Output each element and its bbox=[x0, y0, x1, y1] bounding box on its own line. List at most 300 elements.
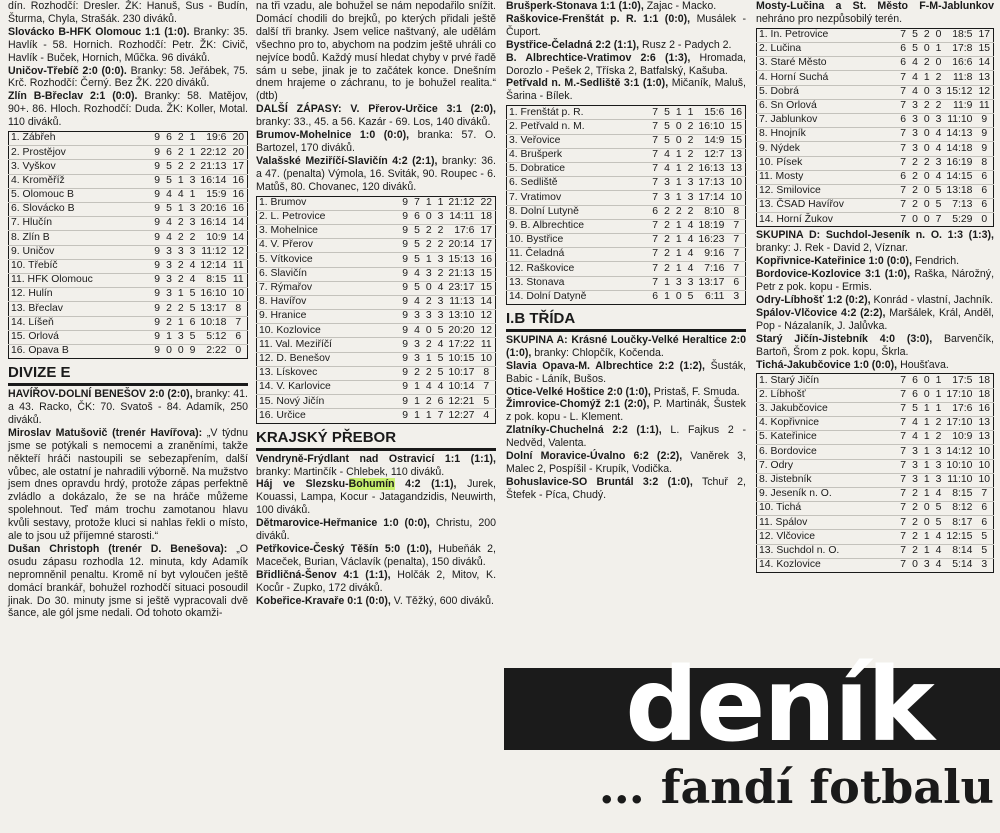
table-row bbox=[9, 188, 248, 202]
stat-cell: 7 bbox=[649, 248, 661, 262]
score-cell: 15:13 bbox=[446, 253, 477, 267]
team-name: 4. Kroměříž bbox=[9, 174, 152, 188]
table-row bbox=[757, 113, 994, 127]
stat-cell: 4 bbox=[909, 57, 921, 71]
team-name: 3. Jakubčovice bbox=[757, 402, 898, 416]
stat-cell: 22 bbox=[477, 196, 495, 210]
stat-cell: 4 bbox=[187, 259, 199, 273]
stat-cell: 7 bbox=[229, 316, 247, 330]
stat-cell: 7 bbox=[897, 99, 909, 113]
team-name: 10. Písek bbox=[757, 156, 898, 170]
stat-cell: 7 bbox=[897, 156, 909, 170]
team-name: 6. Sedliště bbox=[507, 177, 650, 191]
stat-cell: 4 bbox=[933, 142, 945, 156]
table-row bbox=[9, 259, 248, 273]
stat-cell: 2 bbox=[423, 295, 435, 309]
stat-cell: 0 bbox=[933, 28, 945, 42]
league-table-group-c bbox=[756, 28, 994, 228]
table-row bbox=[757, 85, 994, 99]
stat-cell: 7 bbox=[897, 142, 909, 156]
stat-cell: 4 bbox=[933, 170, 945, 184]
stat-cell: 4 bbox=[685, 233, 697, 247]
stat-cell: 9 bbox=[151, 302, 163, 316]
stat-cell: 1 bbox=[187, 146, 199, 160]
stat-cell: 2 bbox=[909, 544, 921, 558]
match-result: Uničov-Třebíč 2:0 (0:0). bbox=[8, 64, 127, 77]
result-paragraph bbox=[256, 0, 496, 103]
match-result: Raškovice-Frenštát p. R. 1:1 (0:0), bbox=[506, 12, 691, 25]
stat-cell: 0 bbox=[921, 516, 933, 530]
stat-cell: 13 bbox=[727, 163, 745, 177]
table-row bbox=[507, 248, 746, 262]
match-details: Hromada, Dorozlo - Pešek 2, Tříska 2, Batfalský, Kašuba. bbox=[506, 51, 746, 77]
stat-cell: 0 bbox=[423, 281, 435, 295]
stat-cell: 4 bbox=[685, 219, 697, 233]
stat-cell: 16 bbox=[229, 188, 247, 202]
team-name: 7. Odry bbox=[757, 459, 898, 473]
result-paragraph bbox=[8, 90, 248, 129]
text-block-top bbox=[756, 0, 994, 26]
result-paragraph bbox=[506, 0, 746, 13]
stat-cell: 17 bbox=[975, 28, 993, 42]
stat-cell: 9 bbox=[187, 344, 199, 358]
stat-cell: 1 bbox=[921, 402, 933, 416]
team-name: 16. Opava B bbox=[9, 344, 152, 358]
stat-cell: 2 bbox=[909, 156, 921, 170]
stat-cell: 18 bbox=[975, 374, 993, 388]
team-name: 1. Zábřeh bbox=[9, 132, 152, 146]
score-cell: 18:5 bbox=[944, 28, 975, 42]
stat-cell: 9 bbox=[399, 409, 411, 423]
stat-cell: 7 bbox=[649, 262, 661, 276]
stat-cell: 3 bbox=[187, 245, 199, 259]
table-row bbox=[257, 281, 496, 295]
stat-cell: 9 bbox=[151, 288, 163, 302]
stat-cell: 3 bbox=[933, 459, 945, 473]
stat-cell: 3 bbox=[909, 473, 921, 487]
stat-cell: 9 bbox=[399, 338, 411, 352]
stat-cell: 1 bbox=[933, 43, 945, 57]
table-row bbox=[507, 134, 746, 148]
stat-cell: 5 bbox=[411, 281, 423, 295]
stat-cell: 6 bbox=[909, 374, 921, 388]
stat-cell: 7 bbox=[649, 191, 661, 205]
stat-cell: 6 bbox=[229, 330, 247, 344]
stat-cell: 10 bbox=[975, 473, 993, 487]
team-name: 4. V. Přerov bbox=[257, 239, 400, 253]
team-name: 13. Břeclav bbox=[9, 302, 152, 316]
stat-cell: 3 bbox=[423, 267, 435, 281]
score-cell: 16:19 bbox=[944, 156, 975, 170]
stat-cell: 9 bbox=[151, 188, 163, 202]
stat-cell: 2 bbox=[423, 366, 435, 380]
stat-cell: 9 bbox=[151, 231, 163, 245]
stat-cell: 10 bbox=[477, 352, 495, 366]
team-name: 15. Orlová bbox=[9, 330, 152, 344]
stat-cell: 2 bbox=[175, 217, 187, 231]
result-paragraph bbox=[756, 268, 994, 294]
stat-cell: 4 bbox=[411, 267, 423, 281]
table-row bbox=[507, 163, 746, 177]
match-result: SKUPINA A: Krásné Loučky-Velké Heraltice 2:0 (1:0), bbox=[506, 333, 746, 359]
stat-cell: 2 bbox=[909, 502, 921, 516]
team-name: 12. D. Benešov bbox=[257, 352, 400, 366]
table-row bbox=[757, 431, 994, 445]
stat-cell: 3 bbox=[933, 156, 945, 170]
stat-cell: 1 bbox=[175, 288, 187, 302]
stat-cell: 1 bbox=[411, 395, 423, 409]
stat-cell: 2 bbox=[661, 205, 673, 219]
stat-cell: 2 bbox=[909, 530, 921, 544]
stat-cell: 1 bbox=[921, 431, 933, 445]
stat-cell: 1 bbox=[921, 487, 933, 501]
stat-cell: 7 bbox=[411, 196, 423, 210]
match-details: Maršálek, Král, Anděl, Pop - Názalaník, J. Jalůvka. bbox=[756, 306, 995, 332]
stat-cell: 7 bbox=[897, 199, 909, 213]
table-row bbox=[257, 395, 496, 409]
score-cell: 7:13 bbox=[944, 199, 975, 213]
score-cell: 10:9 bbox=[944, 431, 975, 445]
stat-cell: 5 bbox=[909, 402, 921, 416]
team-name: 11. Spálov bbox=[757, 516, 898, 530]
table-row bbox=[257, 210, 496, 224]
score-cell: 11:10 bbox=[944, 473, 975, 487]
match-result: DALŠÍ ZÁPASY: V. Přerov-Určice 3:1 (2:0), bbox=[256, 103, 496, 116]
stat-cell: 3 bbox=[411, 310, 423, 324]
result-paragraph bbox=[256, 453, 496, 479]
stat-cell: 3 bbox=[187, 203, 199, 217]
score-cell: 12:14 bbox=[198, 259, 229, 273]
league-table-group-d bbox=[756, 373, 994, 573]
team-name: 11. Val. Meziříčí bbox=[257, 338, 400, 352]
table-row bbox=[757, 473, 994, 487]
match-result: Zlatníky-Chuchelná 2:2 (1:1), bbox=[506, 424, 662, 437]
stat-cell: 5 bbox=[909, 28, 921, 42]
result-paragraph bbox=[506, 386, 746, 399]
score-cell: 20:20 bbox=[446, 324, 477, 338]
match-details: Houšťava. bbox=[897, 358, 949, 371]
stat-cell: 2 bbox=[685, 163, 697, 177]
stat-cell: 18 bbox=[975, 388, 993, 402]
score-cell: 8:15 bbox=[944, 487, 975, 501]
stat-cell: 13 bbox=[975, 416, 993, 430]
table-row bbox=[257, 409, 496, 423]
score-cell: 2:22 bbox=[198, 344, 229, 358]
stat-cell: 4 bbox=[187, 273, 199, 287]
score-cell: 17:6 bbox=[944, 402, 975, 416]
match-details: branky: Martinčík - Chlebek, 110 diváků. bbox=[256, 465, 445, 478]
table-row bbox=[9, 160, 248, 174]
stat-cell: 3 bbox=[661, 191, 673, 205]
table-row bbox=[257, 224, 496, 238]
stat-cell: 1 bbox=[661, 290, 673, 304]
stat-cell: 0 bbox=[921, 128, 933, 142]
stat-cell: 13 bbox=[727, 148, 745, 162]
match-details: Fendrich. bbox=[912, 255, 960, 268]
stat-cell: 2 bbox=[933, 416, 945, 430]
match-details: Christu, 200 diváků. bbox=[256, 517, 496, 543]
stat-cell: 3 bbox=[187, 217, 199, 231]
stat-cell: 0 bbox=[909, 558, 921, 572]
stat-cell: 0 bbox=[909, 213, 921, 227]
stat-cell: 7 bbox=[897, 416, 909, 430]
stat-cell: 3 bbox=[685, 276, 697, 290]
stat-cell: 5 bbox=[411, 224, 423, 238]
table-row bbox=[9, 316, 248, 330]
score-cell: 5:29 bbox=[944, 213, 975, 227]
result-paragraph bbox=[256, 569, 496, 595]
team-name: 6. Sn Orlová bbox=[757, 99, 898, 113]
team-name: 12. Smilovice bbox=[757, 184, 898, 198]
team-name: 7. Hlučín bbox=[9, 217, 152, 231]
match-details: Mičaník, Maluš, Šarina - Bílek. bbox=[506, 77, 746, 103]
score-cell: 16:14 bbox=[198, 174, 229, 188]
stat-cell: 9 bbox=[975, 128, 993, 142]
stat-cell: 7 bbox=[897, 544, 909, 558]
stat-cell: 5 bbox=[933, 184, 945, 198]
match-details: nehráno pro nezpůsobilý terén. bbox=[756, 12, 903, 25]
match-details: „V týdnu jsme se potýkali s nemocemi a zraněními, takže někteří hráči nastoupili se sebezapřením, další vůbec, ale ostatní je nahradili výborně. Na mužstvo jsem dnes opravdu hrdý, protože zápas perfektně zvládlo a dokázalo, že se na hráče můžeme spolehnout. Teď mám trochu zamotanou hlavu kvůli sestavy, protože kluci si nahlas řekli o místo, ale to jsou už příjemné starosti.“ bbox=[8, 426, 248, 543]
table-row bbox=[757, 445, 994, 459]
table-row bbox=[757, 530, 994, 544]
match-result: Miroslav Matušovič (trenér Havířova): bbox=[8, 426, 203, 439]
stat-cell: 6 bbox=[163, 132, 175, 146]
stat-cell: 7 bbox=[897, 473, 909, 487]
table-row bbox=[257, 352, 496, 366]
team-name: 2. Lučina bbox=[757, 43, 898, 57]
stat-cell: 11 bbox=[229, 259, 247, 273]
stat-cell: 7 bbox=[897, 530, 909, 544]
score-cell: 21:12 bbox=[446, 196, 477, 210]
stat-cell: 16 bbox=[727, 106, 745, 120]
stat-cell: 7 bbox=[897, 445, 909, 459]
team-name: 15. Nový Jičín bbox=[257, 395, 400, 409]
score-cell: 13:17 bbox=[696, 276, 727, 290]
stat-cell: 2 bbox=[661, 262, 673, 276]
stat-cell: 4 bbox=[175, 188, 187, 202]
table-row bbox=[757, 502, 994, 516]
team-name: 4. Kopřivnice bbox=[757, 416, 898, 430]
team-name: 7. Jablunkov bbox=[757, 113, 898, 127]
result-paragraph bbox=[256, 155, 496, 194]
stat-cell: 9 bbox=[399, 281, 411, 295]
stat-cell: 5 bbox=[975, 530, 993, 544]
score-cell: 8:17 bbox=[944, 516, 975, 530]
result-paragraph bbox=[756, 307, 994, 333]
stat-cell: 3 bbox=[435, 310, 447, 324]
stat-cell: 4 bbox=[435, 338, 447, 352]
stat-cell: 7 bbox=[477, 381, 495, 395]
score-cell: 16:10 bbox=[198, 288, 229, 302]
stat-cell: 7 bbox=[897, 558, 909, 572]
team-name: 11. Mosty bbox=[757, 170, 898, 184]
stat-cell: 7 bbox=[897, 28, 909, 42]
stat-cell: 1 bbox=[933, 374, 945, 388]
stat-cell: 4 bbox=[163, 188, 175, 202]
stat-cell: 3 bbox=[933, 473, 945, 487]
match-result: Slovácko B-HFK Olomouc 1:1 (1:0). bbox=[8, 25, 190, 38]
result-paragraph bbox=[256, 517, 496, 543]
match-details: Tchuř 2, Štefek - Píca, Chudý. bbox=[506, 475, 746, 501]
score-cell: 17:22 bbox=[446, 338, 477, 352]
section-heading-krajsky-prebor: KRAJSKÝ PŘEBOR bbox=[256, 429, 496, 451]
stat-cell: 7 bbox=[727, 233, 745, 247]
stat-cell: 3 bbox=[163, 273, 175, 287]
stat-cell: 12 bbox=[975, 85, 993, 99]
team-name: 6. Slovácko B bbox=[9, 203, 152, 217]
stat-cell: 2 bbox=[933, 431, 945, 445]
stat-cell: 5 bbox=[435, 324, 447, 338]
team-name: 3. Mohelnice bbox=[257, 224, 400, 238]
stat-cell: 7 bbox=[897, 431, 909, 445]
table-row bbox=[257, 310, 496, 324]
stat-cell: 5 bbox=[163, 174, 175, 188]
team-name: 8. Hnojník bbox=[757, 128, 898, 142]
stat-cell: 18 bbox=[477, 210, 495, 224]
score-cell: 5:14 bbox=[944, 558, 975, 572]
table-row bbox=[757, 416, 994, 430]
score-cell: 10:10 bbox=[944, 459, 975, 473]
stat-cell: 4 bbox=[909, 431, 921, 445]
stat-cell: 1 bbox=[423, 352, 435, 366]
stat-cell: 2 bbox=[175, 146, 187, 160]
team-name: 4. Brušperk bbox=[507, 148, 650, 162]
match-details: V. Těžký, 600 diváků. bbox=[390, 594, 494, 607]
score-cell: 16:23 bbox=[696, 233, 727, 247]
table-row bbox=[757, 374, 994, 388]
stat-cell: 15 bbox=[727, 120, 745, 134]
result-paragraph bbox=[8, 65, 248, 91]
match-details: Rusz 2 - Padych 2. bbox=[639, 38, 732, 51]
stat-cell: 7 bbox=[649, 219, 661, 233]
score-cell: 12:27 bbox=[446, 409, 477, 423]
result-paragraph bbox=[506, 334, 746, 360]
stat-cell: 10 bbox=[727, 191, 745, 205]
stat-cell: 4 bbox=[909, 416, 921, 430]
stat-cell: 16 bbox=[975, 402, 993, 416]
stat-cell: 2 bbox=[933, 71, 945, 85]
team-name: 9. B. Albrechtice bbox=[507, 219, 650, 233]
table-row bbox=[257, 196, 496, 210]
score-cell: 14:9 bbox=[696, 134, 727, 148]
score-cell: 7:16 bbox=[696, 262, 727, 276]
result-paragraph bbox=[8, 543, 248, 620]
team-name: 14. Kozlovice bbox=[757, 558, 898, 572]
match-details: Branky: 58. Matějov, 90+. 86. Hloch. Rozhodčí: Duda. ŽK: Koller, Motal. 110 diváků. bbox=[8, 90, 248, 129]
text-block-middle bbox=[756, 229, 994, 371]
stat-cell: 16 bbox=[229, 203, 247, 217]
result-paragraph bbox=[756, 0, 994, 26]
stat-cell: 1 bbox=[411, 381, 423, 395]
stat-cell: 9 bbox=[151, 217, 163, 231]
stat-cell: 6 bbox=[897, 113, 909, 127]
match-result: Dolní Moravice-Úvalno 6:2 (2:2), bbox=[506, 450, 683, 463]
stat-cell: 4 bbox=[933, 544, 945, 558]
stat-cell: 6 bbox=[975, 516, 993, 530]
score-cell: 15:6 bbox=[696, 106, 727, 120]
stat-cell: 6 bbox=[187, 316, 199, 330]
stat-cell: 2 bbox=[175, 273, 187, 287]
stat-cell: 0 bbox=[921, 374, 933, 388]
result-paragraph bbox=[8, 26, 248, 65]
team-name: 7. Vratimov bbox=[507, 191, 650, 205]
stat-cell: 6 bbox=[649, 290, 661, 304]
stat-cell: 9 bbox=[151, 146, 163, 160]
team-name: 12. Vlčovice bbox=[757, 530, 898, 544]
stat-cell: 7 bbox=[897, 128, 909, 142]
stat-cell: 4 bbox=[163, 231, 175, 245]
stat-cell: 5 bbox=[661, 120, 673, 134]
score-cell: 12:15 bbox=[944, 530, 975, 544]
stat-cell: 2 bbox=[921, 57, 933, 71]
match-result: Petřvald n. M.-Sedliště 3:1 (1:0), bbox=[506, 77, 669, 90]
stat-cell: 2 bbox=[163, 302, 175, 316]
stat-cell: 3 bbox=[187, 174, 199, 188]
stat-cell: 1 bbox=[175, 174, 187, 188]
table-row bbox=[507, 120, 746, 134]
score-cell: 18:19 bbox=[696, 219, 727, 233]
result-paragraph bbox=[756, 229, 994, 255]
stat-cell: 4 bbox=[411, 324, 423, 338]
match-result: Kobeřice-Kravaře 0:1 (0:0), bbox=[256, 594, 391, 607]
stat-cell: 3 bbox=[685, 191, 697, 205]
stat-cell: 10 bbox=[975, 445, 993, 459]
stat-cell: 0 bbox=[921, 184, 933, 198]
match-result: Žimrovice-Chomýž 2:1 (2:0), bbox=[506, 398, 650, 411]
stat-cell: 3 bbox=[163, 259, 175, 273]
stat-cell: 15 bbox=[727, 134, 745, 148]
match-result: Háj ve Slezsku- bbox=[256, 478, 349, 491]
stat-cell: 2 bbox=[909, 170, 921, 184]
team-name: 13. Lískovec bbox=[257, 366, 400, 380]
stat-cell: 1 bbox=[921, 473, 933, 487]
result-paragraph bbox=[256, 543, 496, 569]
stat-cell: 9 bbox=[399, 210, 411, 224]
stat-cell: 8 bbox=[477, 366, 495, 380]
score-cell: 11:8 bbox=[944, 71, 975, 85]
stat-cell: 0 bbox=[673, 134, 685, 148]
stat-cell: 0 bbox=[921, 43, 933, 57]
team-name: 9. Hranice bbox=[257, 310, 400, 324]
stat-cell: 1 bbox=[423, 196, 435, 210]
stat-cell: 3 bbox=[175, 245, 187, 259]
table-row bbox=[507, 262, 746, 276]
stat-cell: 3 bbox=[175, 330, 187, 344]
result-paragraph bbox=[256, 595, 496, 608]
stat-cell: 2 bbox=[921, 28, 933, 42]
match-details: Raška, Nárožný, Petr z pok. kopu - Ermis. bbox=[756, 268, 995, 294]
result-paragraph bbox=[506, 424, 746, 450]
match-details: branky: 41. a 43. Racko, ČK: 70. Svatoš - 84. Adamík, 250 diváků. bbox=[8, 388, 248, 426]
match-details: „O osudu zápasu rozhodla 12. minuta, kdy Adamík nepromněnil penaltu. Kromě ní byt vyloučen ještě domácí brankář, bohužel rozhodčí situaci posoudil jinak. Do 30. minuty jsme si ještě vypracovali dvě šance, ale gól jsme nedali. Od tohoto okamži- bbox=[8, 542, 248, 620]
score-cell: 6:11 bbox=[696, 290, 727, 304]
table-row bbox=[757, 516, 994, 530]
stat-cell: 2 bbox=[175, 302, 187, 316]
team-name: 4. Horní Suchá bbox=[757, 71, 898, 85]
stat-cell: 5 bbox=[975, 544, 993, 558]
table-row bbox=[757, 544, 994, 558]
stat-cell: 13 bbox=[975, 71, 993, 85]
stat-cell: 3 bbox=[163, 245, 175, 259]
match-details: na tři vzadu, ale bohužel se nám nepodařilo snížit. Domácí chodili do brejků, po kterých přidali ještě další tři branky. Jsem velice naštvaný, ale udělám všechno pro to, abychom na podzim ještě uhráli co nejvíce bodů. Každý musí hledat chyby v prvé řadě sám u sebe, jinak je to začátek konce. Dnešním dnem hrajeme o záchranu, to je bohužel realita.“ (dtb) bbox=[256, 0, 496, 103]
match-result: Mosty-Lučina a St. Město F-M-Jablunkov bbox=[756, 0, 994, 12]
stat-cell: 9 bbox=[399, 196, 411, 210]
match-result: Vendryně-Frýdlant nad Ostravicí 1:1 (1:1), bbox=[256, 452, 496, 465]
stat-cell: 5 bbox=[163, 203, 175, 217]
section-heading-ib-trida: I.B TŘÍDA bbox=[506, 310, 746, 332]
stat-cell: 4 bbox=[163, 217, 175, 231]
team-name: 9. Uničov bbox=[9, 245, 152, 259]
